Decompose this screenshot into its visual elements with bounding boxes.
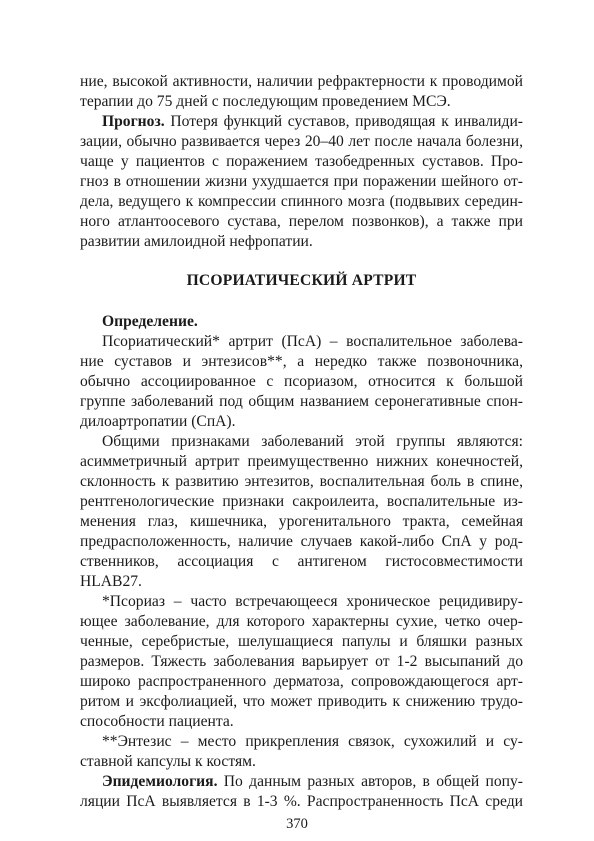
section-heading: ПСОРИАТИЧЕСКИЙ АРТРИТ (186, 272, 417, 289)
text-line: зации, обычно развивается через 20–40 лет после начала болезни, (80, 133, 523, 150)
prognosis-label: Прогноз. (102, 113, 165, 130)
text-line: обычно ассоциированное с псориазом, относится к большой (80, 373, 523, 390)
footnote-line: **Энтезис – место прикрепления связок, сухожилий и су- (102, 733, 523, 750)
text-line: ственников, ассоциация с антигеном гистосовместимости (80, 553, 523, 570)
epidemiology-paragraph-start (102, 772, 523, 792)
text-line: развитии амилоидной нефропатии. (80, 233, 313, 250)
text-line: менения глаз, кишечника, урогенитального тракта, семейная (80, 513, 523, 530)
text-line: группе заболеваний под общим названием серонегативные спон- (80, 393, 523, 410)
footnote-line: *Псориаз – часто встречающееся хроническое рецидивиру- (102, 593, 523, 610)
text-span: По данным разных авторов, в общей попу- (217, 773, 523, 790)
text-line: Общими признаками заболеваний этой группы являются: (102, 433, 523, 450)
text-line: асимметричный артрит преимущественно нижних конечностей, (80, 453, 523, 470)
text-line: ритом и эксфолиацией, что может приводить к снижению трудо- (80, 693, 523, 710)
text-line: рентгенологические признаки сакроилеита, воспалительные из- (80, 493, 523, 510)
text-line: ченные, серебристые, шелушащиеся папулы и бляшки разных (80, 633, 523, 650)
definition-label-text: Определение. (102, 313, 198, 330)
text-line: склонность к развитию энтезитов, воспалительная боль в спине, (80, 473, 523, 490)
prognosis-paragraph-start (102, 112, 523, 132)
text-line: дела, ведущего к компрессии спинного мозга (подвывих середин- (80, 193, 523, 210)
text-line: дилоартропатии (СпА). (80, 413, 236, 430)
text-line: гноз в отношении жизни ухудшается при поражении шейного от- (80, 173, 523, 190)
text-line: Псориатический* артрит (ПсА) – воспалительное заболева- (102, 333, 523, 350)
text-line: ние суставов и энтезисов**, а нередко также позвоночника, (80, 353, 523, 370)
text-line: широко распространенного дерматоза, сопровождающегося арт- (80, 673, 523, 690)
epidemiology-label: Эпидемиология. (102, 773, 218, 790)
text-line: HLAB27. (80, 573, 142, 590)
text-line: ставной капсулы к костям. (80, 753, 256, 770)
page-number: 370 (286, 816, 308, 832)
definition-label (102, 312, 523, 332)
text-line: чаще у пациентов с поражением тазобедренных суставов. Про- (80, 153, 523, 170)
text-line: способности пациента. (80, 713, 234, 730)
text-span: Потеря функций суставов, приводящая к инвалиди- (164, 113, 523, 130)
text-line: предрасположенность, наличие случаев какой-либо СпА у род- (80, 533, 523, 550)
text-line: ющее заболевание, для которого характерны сухие, четко очер- (80, 613, 523, 630)
text-line: размеров. Тяжесть заболевания варьирует от 1-2 высыпаний до (80, 653, 523, 670)
text-line: терапии до 75 дней с последующим проведением МСЭ. (80, 93, 451, 110)
text-line: ляции ПсА выявляется в 1-3 %. Распространенность ПсА среди (80, 793, 523, 810)
text-line: ного атлантоосевого сустава, перелом позвонков), а также при (80, 213, 523, 230)
text-line: ние, высокой активности, наличии рефрактерности к проводимой (80, 73, 523, 90)
